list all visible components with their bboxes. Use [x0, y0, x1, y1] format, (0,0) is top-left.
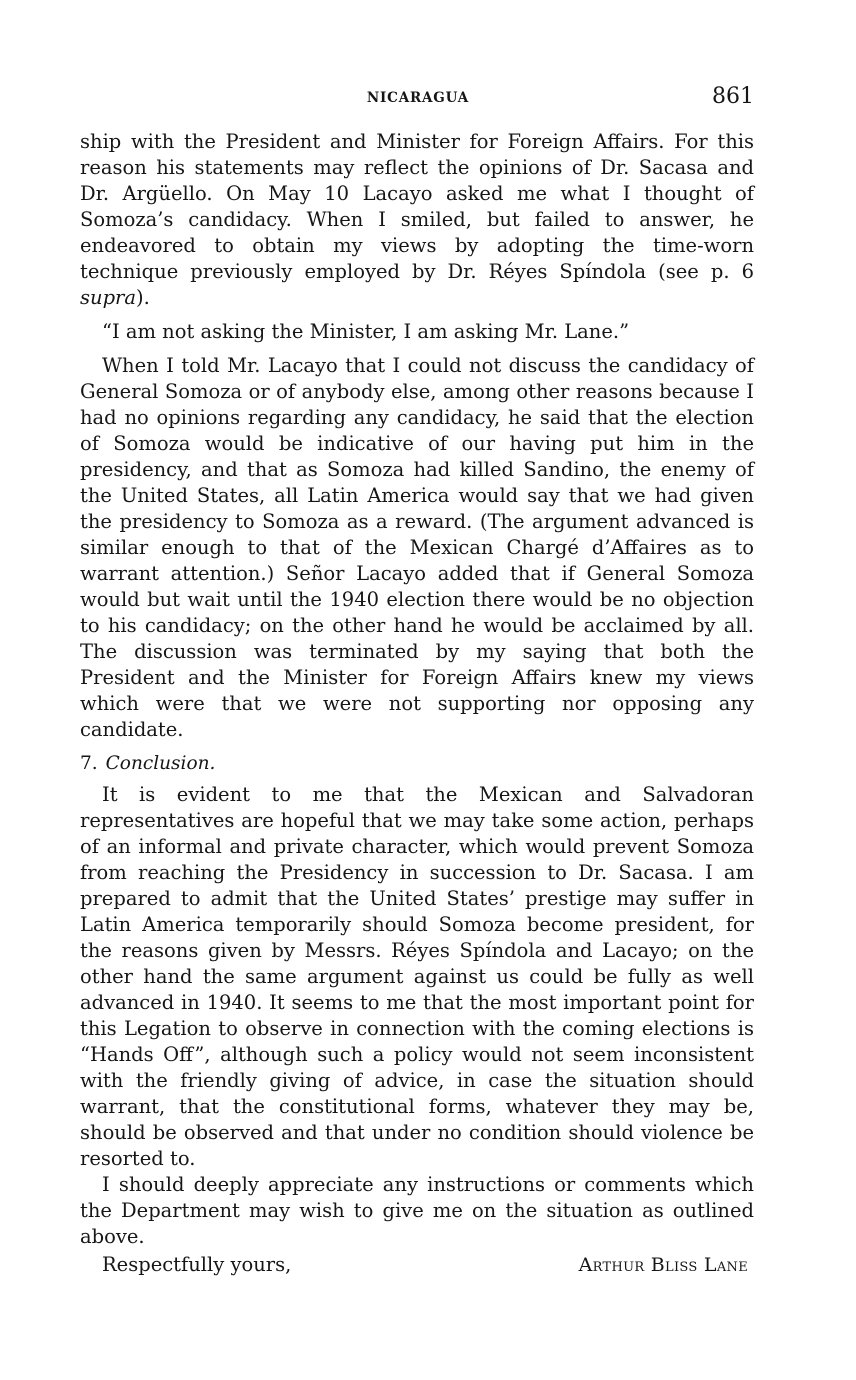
supra-reference: supra	[80, 286, 136, 309]
signature: Arthur Bliss Lane	[578, 1254, 748, 1276]
quoted-statement: “I am not asking the Minister, I am asking Mr. Lane.”	[102, 320, 630, 343]
paragraph-continuation	[80, 129, 754, 311]
salutation: Respectfully yours,	[102, 1253, 292, 1276]
closing-line	[80, 1252, 754, 1278]
page-number: 861	[712, 84, 754, 109]
paragraph-conclusion: It is evident to me that the Mexican and Salvadoran representatives are hopeful that we may take some action, perhaps of an informal and private character, which would prevent Somoza from reaching the Presidency in succession to Dr. Sacasa. I am prepared to admit that the United States’ prestige may suffer in Latin America temporarily should Somoza become president, for the reasons given by Messrs. Réyes Spíndola and Lacayo; on the other hand the same argument against us could be fully as well advanced in 1940. It seems to me that the most important point for this Legation to observe in connection with the coming elections is “Hands Off”, although such a policy would not seem inconsistent with the friendly giving of advice, in case the situation should warrant, that the constitutional forms, whatever they may be, should be observed and that under no condition should violence be resorted to.	[80, 783, 754, 1170]
paragraph-text: ship with the President and Minister for Foreign Affairs. For this reason his statements may reflect the opinions of Dr. Sacasa and Dr. Argüello. On May 10 Lacayo asked me what I thought of Somoza’s candidacy. When I smiled, but failed to answer, he endeavored to obtain my views by adopting the time-worn technique previously employed by Dr. Réyes Spíndola (see p. 6	[80, 130, 754, 283]
section-number: 7.	[80, 753, 98, 774]
paragraph-request: I should deeply appreciate any instructions or comments which the Department may wish to give me on the situation as outlined above.	[80, 1173, 754, 1248]
section-heading	[80, 751, 754, 777]
section-title: Conclusion.	[105, 753, 216, 774]
paragraph-text-end: ).	[136, 286, 150, 309]
document-body	[80, 129, 754, 1278]
page-header	[82, 84, 754, 114]
running-head: NICARAGUA	[366, 90, 470, 106]
paragraph-lacayo-conversation: When I told Mr. Lacayo that I could not discuss the candidacy of General Somoza or of anybody else, among other reasons because I had no opinions regarding any candidacy, he said that the election of Somoza would be indicative of our having put him in the presidency, and that as Somoza had killed Sandino, the enemy of the United States, all Latin America would say that we had given the presidency to Somoza as a reward. (The argument advanced is similar enough to that of the Mexican Chargé d’Affaires as to warrant attention.) Señor Lacayo added that if General Somoza would but wait until the 1940 election there would be no objection to his candidacy; on the other hand he would be acclaimed by all. The discussion was terminated by my saying that both the President and the Minister for Foreign Affairs knew my views which were that we were not supporting nor opposing any candidate.	[80, 354, 754, 741]
